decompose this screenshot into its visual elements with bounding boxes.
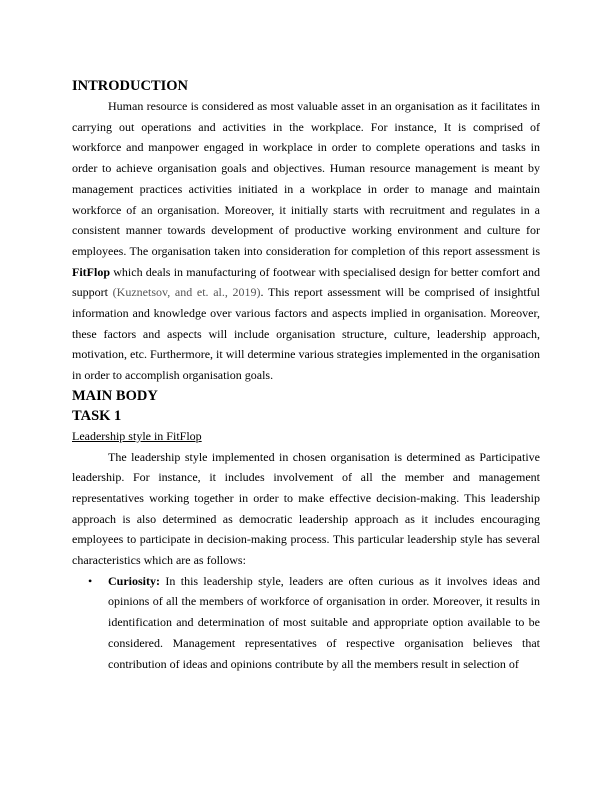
leadership-style-subheading: Leadership style in FitFlop [72, 428, 202, 443]
document-page [72, 76, 540, 674]
brand-name: FitFlop [72, 264, 110, 279]
introduction-text-part2: which deals in manufacturing of footwear with specialised design for better comfort and support [72, 264, 540, 300]
introduction-paragraph [72, 96, 540, 386]
bullet-term: Curiosity: [108, 573, 160, 588]
citation: (Kuznetsov, and et. al., 2019) [112, 285, 261, 300]
bullet-icon: • [88, 573, 93, 588]
list-item [72, 571, 540, 675]
leadership-paragraph: The leadership style implemented in chosen organisation is determined as Participative leadership. For instance, it includes involvement of all the member and management representatives working together in order to make effective decision-making. This leadership approach is also determined as democratic leadership approach as it includes encouraging employees to participate in decision-making process. This particular leadership style has several characteristics which are as follows: [72, 449, 540, 568]
characteristics-list [72, 571, 540, 675]
introduction-text-part1: Human resource is considered as most valuable asset in an organisation as it facilitates in carrying out operations and activities in the workplace. For instance, It is comprised of workforce and manpower engaged in workplace in order to complete operations and tasks in order to achieve organisation goals and objectives. Human resource management is meant by management practices activities initiated in a workplace in order to manage and maintain workforce of an organisation. Moreover, it initially starts with recruitment and regulates in a consistent manner towards development of productive working environment and culture for employees. The organisation taken into consideration for completion of this report assessment is [72, 99, 540, 258]
introduction-heading: INTRODUCTION [72, 78, 189, 94]
task1-heading: TASK 1 [72, 407, 122, 424]
main-body-heading: MAIN BODY [72, 387, 158, 404]
introduction-text-part3: . This report assessment will be comprised of insightful information and knowledge over various factors and aspects implied in organisation. Moreover, these factors and aspects will include organisation structure, culture, leadership approach, motivation, etc. Furthermore, it will determine various strategies implemented in the organisation in order to accomplish organisation goals. [72, 285, 540, 383]
bullet-text: In this leadership style, leaders are often curious as it involves ideas and opinions of all the members of workforce of organisation in order. Moreover, it results in identification and determination of most suitable and appropriate option available to be considered. Management representatives of respective organisation believes that contribution of ideas and opinions contribute by all the members result in selection of [108, 573, 540, 671]
